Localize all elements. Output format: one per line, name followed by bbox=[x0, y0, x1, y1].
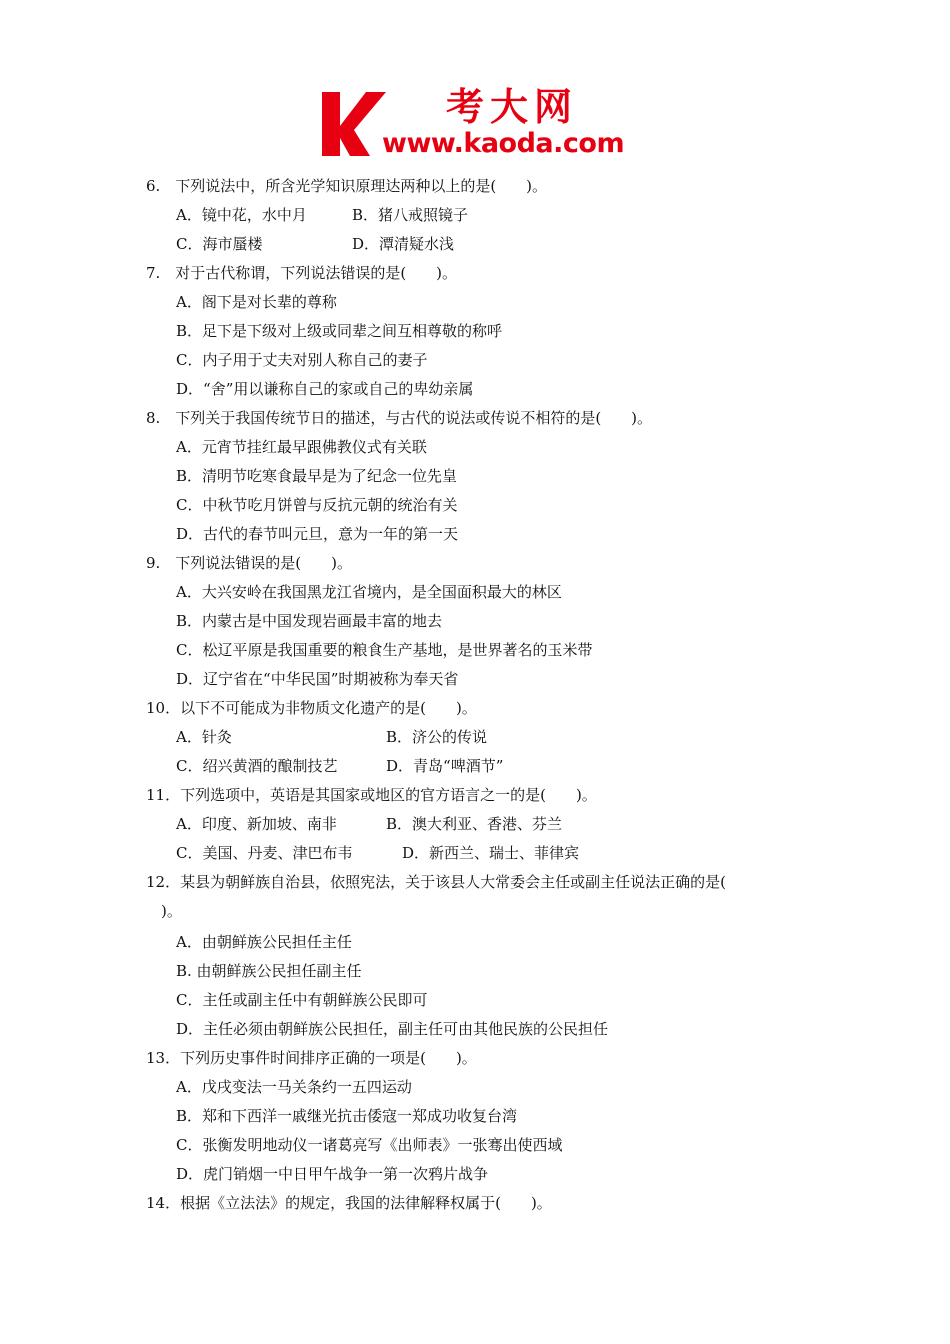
option: C．美国、丹麦、津巴布韦 bbox=[176, 844, 353, 862]
option: B．内蒙古是中国发现岩画最丰富的地去 bbox=[176, 612, 443, 630]
option: D．“舍”用以谦称自己的家或自己的卑幼亲属 bbox=[176, 380, 474, 398]
question-stem: 7. 对于古代称谓，下列说法错误的是( )。 bbox=[146, 264, 458, 282]
option: D．新西兰、瑞士、菲律宾 bbox=[402, 844, 580, 862]
option: C．中秋节吃月饼曾与反抗元朝的统治有关 bbox=[176, 496, 458, 514]
option: B．足下是下级对上级或同辈之间互相尊敬的称呼 bbox=[176, 322, 503, 340]
option: A．元宵节挂红最早跟佛教仪式有关联 bbox=[176, 438, 427, 456]
option: C．张衡发明地动仪一诸葛亮写《出师表》一张骞出使西域 bbox=[176, 1136, 563, 1154]
option: D．虎门销烟一中日甲午战争一第一次鸦片战争 bbox=[176, 1165, 489, 1183]
question-stem: 11．下列选项中，英语是其国家或地区的官方语言之一的是( )。 bbox=[146, 786, 597, 804]
option: B. 由朝鲜族公民担任副主任 bbox=[176, 962, 362, 980]
option: A．戊戌变法一马关条约一五四运动 bbox=[176, 1078, 412, 1096]
option: A．阁下是对长辈的尊称 bbox=[176, 293, 337, 311]
brand-name: 考大网 bbox=[445, 85, 578, 129]
option: A．大兴安岭在我国黑龙江省境内，是全国面积最大的林区 bbox=[176, 583, 562, 601]
question-stem: 9. 下列说法错误的是( )。 bbox=[146, 554, 353, 572]
question-stem: 12．某县为朝鲜族自治县，依照宪法，关于该县人大常委会主任或副主任说法正确的是( bbox=[146, 873, 726, 891]
question-stem-continuation: )。 bbox=[146, 902, 182, 920]
option: C．绍兴黄酒的酿制技艺 bbox=[176, 757, 338, 775]
kaoda-logo bbox=[318, 84, 638, 162]
option: B．济公的传说 bbox=[386, 728, 488, 746]
question-stem: 10．以下不可能成为非物质文化遗产的是( )。 bbox=[146, 699, 477, 717]
k-logo-icon bbox=[318, 86, 388, 158]
question-stem: 13．下列历史事件时间排序正确的一项是( )。 bbox=[146, 1049, 477, 1067]
option: B．澳大利亚、香港、芬兰 bbox=[386, 815, 563, 833]
brand-url: www.kaoda.com bbox=[382, 128, 625, 159]
option: D．古代的春节叫元旦，意为一年的第一天 bbox=[176, 525, 459, 543]
option: B．清明节吃寒食最早是为了纪念一位先皇 bbox=[176, 467, 458, 485]
option: B．郑和下西洋一戚继光抗击倭寇一郑成功收复台湾 bbox=[176, 1107, 518, 1125]
question-stem: 14．根据《立法法》的规定，我国的法律解释权属于( )。 bbox=[146, 1194, 552, 1212]
option: C．内子用于丈夫对别人称自己的妻子 bbox=[176, 351, 428, 369]
question-stem: 8. 下列关于我国传统节日的描述，与古代的说法或传说不相符的是( )。 bbox=[146, 409, 653, 427]
option: D．潭清疑水浅 bbox=[352, 235, 455, 253]
option: A．由朝鲜族公民担任主任 bbox=[176, 933, 352, 951]
option: D．辽宁省在“中华民国”时期被称为奉天省 bbox=[176, 670, 459, 688]
option: B．猪八戒照镜子 bbox=[352, 206, 469, 224]
question-stem: 6. 下列说法中，所含光学知识原理达两种以上的是( )。 bbox=[146, 177, 548, 195]
option: D．青岛“啤酒节” bbox=[386, 757, 504, 775]
option: C．主任或副主任中有朝鲜族公民即可 bbox=[176, 991, 428, 1009]
option: D．主任必须由朝鲜族公民担任，副主任可由其他民族的公民担任 bbox=[176, 1020, 609, 1038]
option: C．松辽平原是我国重要的粮食生产基地，是世界著名的玉米带 bbox=[176, 641, 593, 659]
option: C．海市蜃楼 bbox=[176, 235, 263, 253]
option: A．镜中花，水中月 bbox=[176, 206, 307, 224]
option: A．针灸 bbox=[176, 728, 232, 746]
option: A．印度、新加坡、南非 bbox=[176, 815, 337, 833]
